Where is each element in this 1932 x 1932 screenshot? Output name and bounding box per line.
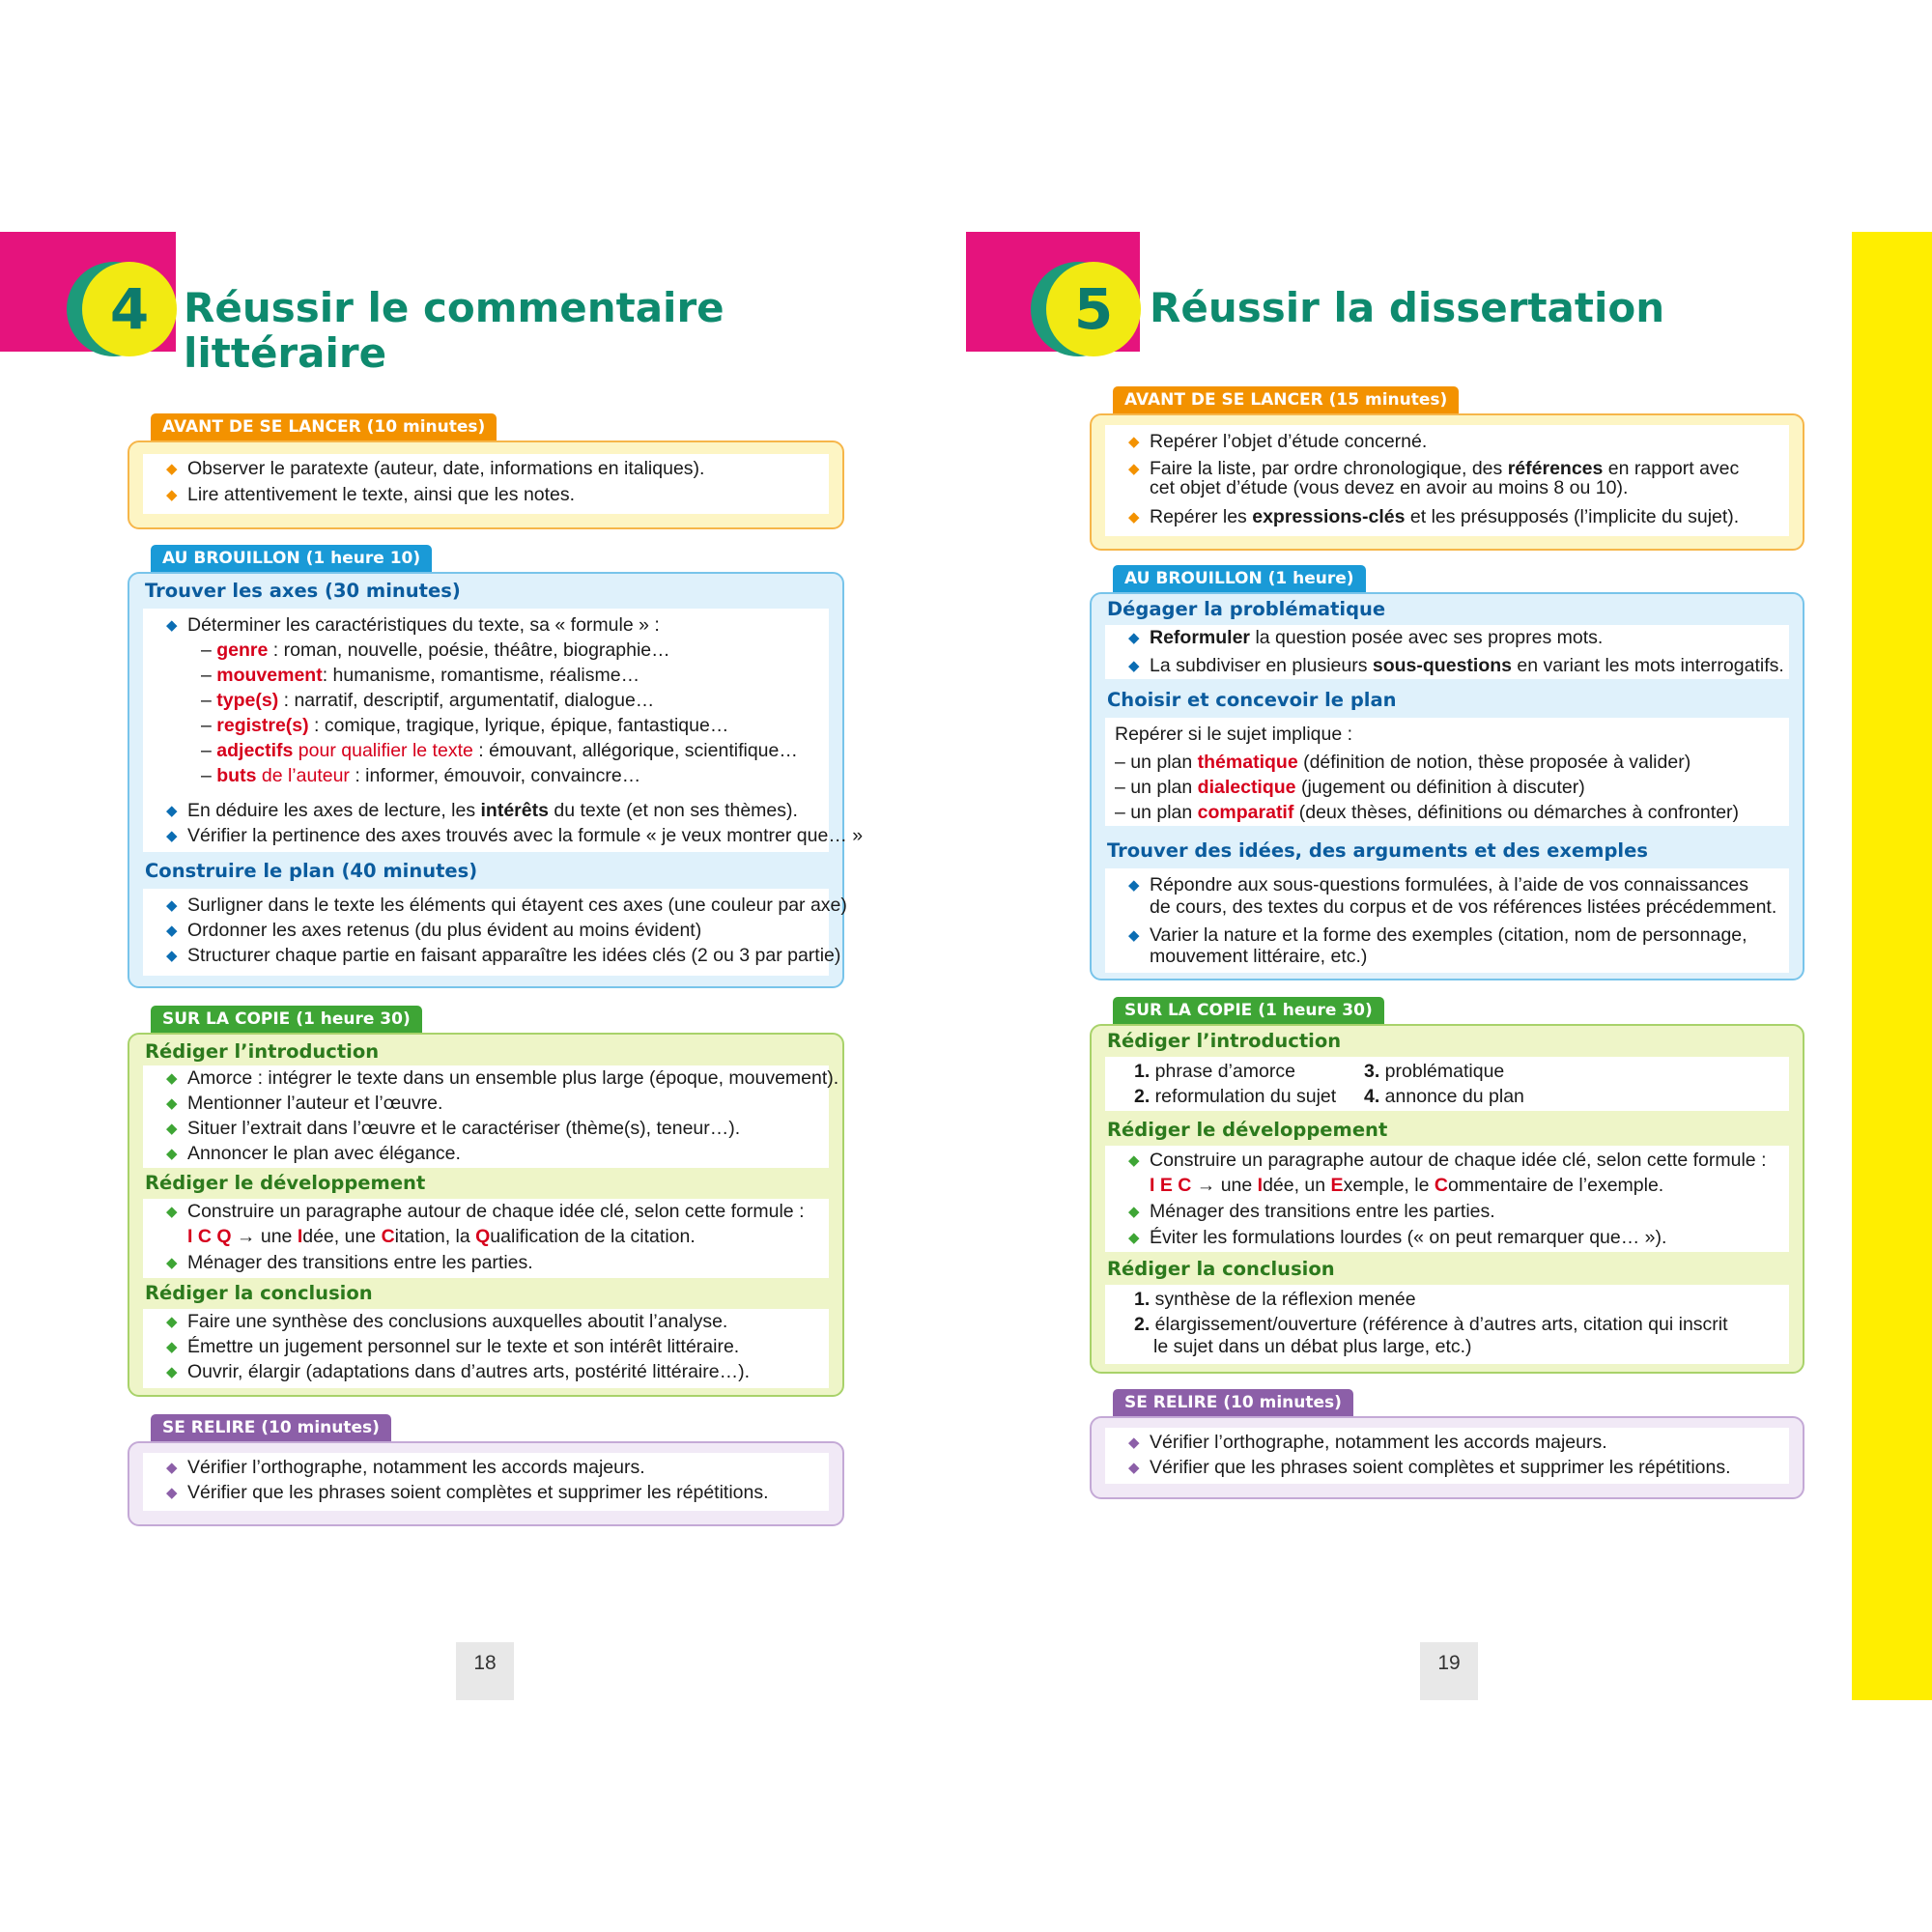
section-tag: SE RELIRE (10 minutes) [1113, 1389, 1353, 1416]
diamond-bullet-icon: ◆ [1128, 1204, 1140, 1220]
list-item: La subdiviser en plusieurs sous-questions en variant les mots interrogatifs. [1150, 655, 1784, 676]
diamond-bullet-icon: ◆ [166, 803, 178, 819]
list-item: Varier la nature et la forme des exemples (citation, nom de personnage, [1150, 924, 1747, 946]
subsection-title: Rédiger l’introduction [1107, 1030, 1342, 1052]
section-relire [1090, 1389, 1804, 1499]
section-content [1105, 868, 1789, 973]
section-content [143, 1199, 829, 1278]
diamond-bullet-icon: ◆ [166, 487, 178, 503]
section-box [128, 572, 864, 988]
section-brouillon [1090, 565, 1804, 980]
section-copie [1090, 997, 1804, 1374]
section-tag: AVANT DE SE LANCER (10 minutes) [151, 413, 497, 440]
section-content [1105, 425, 1789, 536]
list-subitem: – mouvement: humanisme, romantisme, réalisme… [201, 665, 640, 686]
list-item-continuation: mouvement littéraire, etc.) [1150, 946, 1368, 967]
list-item: Repérer l’objet d’étude concerné. [1150, 431, 1428, 452]
section-box [1090, 592, 1804, 980]
diamond-bullet-icon: ◆ [1128, 461, 1140, 477]
subsection-title: Rédiger le développement [145, 1172, 426, 1194]
diamond-bullet-icon: ◆ [1128, 1230, 1140, 1246]
diamond-bullet-icon: ◆ [166, 1095, 178, 1112]
intro-step: 1. phrase d’amorce [1134, 1061, 1295, 1082]
diamond-bullet-icon: ◆ [166, 1121, 178, 1137]
diamond-bullet-icon: ◆ [166, 1255, 178, 1271]
chapter-title-line1: Réussir le commentaire [184, 284, 724, 331]
page-edge-strip [1852, 232, 1932, 1700]
conclusion-step-continuation: le sujet dans un débat plus large, etc.) [1153, 1336, 1472, 1357]
list-item: Observer le paratexte (auteur, date, informations en italiques). [187, 458, 705, 479]
subsection-title: Rédiger la conclusion [1107, 1258, 1335, 1280]
chapter-number: 4 [109, 276, 150, 342]
list-item: Construire un paragraphe autour de chaque idée clé, selon cette formule : [1150, 1150, 1767, 1171]
diamond-bullet-icon: ◆ [166, 1339, 178, 1355]
conclusion-step: 1. synthèse de la réflexion menée [1134, 1289, 1416, 1310]
section-tag: SE RELIRE (10 minutes) [151, 1414, 391, 1441]
formula-line: I C Q → une Idée, une Citation, la Qualification de la citation. [187, 1226, 696, 1247]
section-box [128, 440, 844, 529]
diamond-bullet-icon: ◆ [166, 1070, 178, 1087]
section-tag: SUR LA COPIE (1 heure 30) [151, 1006, 422, 1033]
section-content [1105, 718, 1789, 826]
section-content [143, 1065, 839, 1168]
list-item: Éviter les formulations lourdes (« on peut remarquer que… »). [1150, 1227, 1667, 1248]
subsection-title: Construire le plan (40 minutes) [145, 860, 478, 882]
subsection-title: Dégager la problématique [1107, 598, 1386, 620]
diamond-bullet-icon: ◆ [1128, 630, 1140, 646]
chapter-title-line2: littéraire [184, 329, 387, 377]
subsection-title: Rédiger la conclusion [145, 1282, 373, 1304]
section-content [1105, 1057, 1789, 1111]
section-content [143, 1453, 829, 1511]
list-item: Mentionner l’auteur et l’œuvre. [187, 1093, 443, 1114]
diamond-bullet-icon: ◆ [166, 948, 178, 964]
plan-intro: Repérer si le sujet implique : [1115, 724, 1353, 745]
section-box [128, 1441, 844, 1526]
section-copie [128, 1006, 844, 1397]
subsection-title: Rédiger le développement [1107, 1119, 1388, 1141]
list-item: Vérifier la pertinence des axes trouvés avec la formule « je veux montrer que… » [187, 825, 864, 846]
chapter-number-badge [82, 262, 177, 356]
intro-step: 3. problématique [1364, 1061, 1505, 1082]
section-box [128, 1033, 844, 1397]
list-item: Émettre un jugement personnel sur le texte et son intérêt littéraire. [187, 1336, 740, 1357]
diamond-bullet-icon: ◆ [1128, 434, 1140, 450]
section-box [1090, 413, 1804, 551]
list-item-continuation: cet objet d’étude (vous devez en avoir au moins 8 ou 10). [1150, 477, 1629, 498]
section-tag: AU BROUILLON (1 heure) [1113, 565, 1366, 592]
list-item: Structurer chaque partie en faisant apparaître les idées clés (2 ou 3 par partie) [187, 945, 841, 966]
section-box [1090, 1024, 1804, 1374]
list-item: Vérifier que les phrases soient complètes et supprimer les répétitions. [187, 1482, 769, 1503]
subsection-title: Trouver des idées, des arguments et des exemples [1107, 839, 1648, 862]
page-number: 19 [1420, 1642, 1478, 1700]
section-content [143, 454, 829, 514]
diamond-bullet-icon: ◆ [1128, 1152, 1140, 1169]
chapter-title [184, 285, 724, 376]
section-relire [128, 1414, 844, 1526]
diamond-bullet-icon: ◆ [1128, 877, 1140, 894]
list-item: Situer l’extrait dans l’œuvre et le caractériser (thème(s), teneur…). [187, 1118, 741, 1139]
section-box [1090, 1416, 1804, 1499]
conclusion-step: 2. élargissement/ouverture (référence à d’autres arts, citation qui inscrit [1134, 1314, 1728, 1335]
section-content [1105, 1285, 1789, 1364]
chapter-number-badge [1046, 262, 1141, 356]
formula-line: I E C → une Idée, un Exemple, le Commentaire de l’exemple. [1150, 1175, 1664, 1196]
list-item: Ménager des transitions entre les parties. [1150, 1201, 1495, 1222]
list-item: Vérifier l’orthographe, notamment les accords majeurs. [1150, 1432, 1607, 1453]
section-tag: AVANT DE SE LANCER (15 minutes) [1113, 386, 1459, 413]
intro-step: 4. annonce du plan [1364, 1086, 1524, 1107]
list-item: Surligner dans le texte les éléments qui étayent ces axes (une couleur par axe) [187, 895, 847, 916]
list-item: Ouvrir, élargir (adaptations dans d’autres arts, postérité littéraire…). [187, 1361, 751, 1382]
list-item: Vérifier que les phrases soient complètes et supprimer les répétitions. [1150, 1457, 1731, 1478]
subsection-title: Rédiger l’introduction [145, 1040, 380, 1063]
diamond-bullet-icon: ◆ [166, 923, 178, 939]
section-avant [128, 413, 844, 529]
list-item: Lire attentivement le texte, ainsi que les notes. [187, 484, 576, 505]
plan-option: – un plan dialectique (jugement ou définition à discuter) [1115, 777, 1585, 798]
diamond-bullet-icon: ◆ [166, 828, 178, 844]
right-page [966, 0, 1932, 1932]
section-tag: AU BROUILLON (1 heure 10) [151, 545, 432, 572]
diamond-bullet-icon: ◆ [166, 461, 178, 477]
diamond-bullet-icon: ◆ [1128, 927, 1140, 944]
list-subitem: – adjectifs pour qualifier le texte : émouvant, allégorique, scientifique… [201, 740, 798, 761]
list-item: Amorce : intégrer le texte dans un ensemble plus large (époque, mouvement). [187, 1067, 839, 1089]
list-item: Repérer les expressions-clés et les présupposés (l’implicite du sujet). [1150, 506, 1740, 527]
section-tag: SUR LA COPIE (1 heure 30) [1113, 997, 1384, 1024]
section-content [143, 609, 864, 852]
list-subitem: – buts de l’auteur : informer, émouvoir, convaincre… [201, 765, 641, 786]
list-item: En déduire les axes de lecture, les intérêts du texte (et non ses thèmes). [187, 800, 798, 821]
list-item-continuation: de cours, des textes du corpus et de vos références listées précédemment. [1150, 896, 1777, 918]
list-item: Faire la liste, par ordre chronologique, des références en rapport avec [1150, 458, 1740, 479]
list-item: Ordonner les axes retenus (du plus évident au moins évident) [187, 920, 702, 941]
section-content [1105, 1428, 1789, 1484]
chapter-title: Réussir la dissertation [1150, 284, 1665, 331]
section-content [1105, 625, 1789, 679]
list-item: Ménager des transitions entre les parties. [187, 1252, 533, 1273]
section-brouillon [128, 545, 864, 988]
intro-step: 2. reformulation du sujet [1134, 1086, 1337, 1107]
section-content [143, 889, 847, 976]
diamond-bullet-icon: ◆ [1128, 658, 1140, 674]
list-item: Annoncer le plan avec élégance. [187, 1143, 461, 1164]
list-subitem: – genre : roman, nouvelle, poésie, théâtre, biographie… [201, 639, 670, 661]
diamond-bullet-icon: ◆ [166, 897, 178, 914]
diamond-bullet-icon: ◆ [166, 1146, 178, 1162]
diamond-bullet-icon: ◆ [166, 1204, 178, 1220]
list-item: Construire un paragraphe autour de chaque idée clé, selon cette formule : [187, 1201, 805, 1222]
plan-option: – un plan comparatif (deux thèses, définitions ou démarches à confronter) [1115, 802, 1740, 823]
list-item: Répondre aux sous-questions formulées, à l’aide de vos connaissances [1150, 874, 1749, 895]
subsection-title: Trouver les axes (30 minutes) [145, 580, 461, 602]
section-content [143, 1309, 829, 1388]
subsection-title: Choisir et concevoir le plan [1107, 689, 1397, 711]
list-item: Faire une synthèse des conclusions auxquelles aboutit l’analyse. [187, 1311, 728, 1332]
list-item: Vérifier l’orthographe, notamment les accords majeurs. [187, 1457, 645, 1478]
page-number: 18 [456, 1642, 514, 1700]
diamond-bullet-icon: ◆ [166, 617, 178, 634]
list-item: Déterminer les caractéristiques du texte, sa « formule » : [187, 614, 660, 636]
list-item: Reformuler la question posée avec ses propres mots. [1150, 627, 1604, 648]
list-subitem: – type(s) : narratif, descriptif, argumentatif, dialogue… [201, 690, 655, 711]
section-avant [1090, 386, 1804, 551]
diamond-bullet-icon: ◆ [1128, 1435, 1140, 1451]
diamond-bullet-icon: ◆ [166, 1314, 178, 1330]
list-subitem: – registre(s) : comique, tragique, lyrique, épique, fantastique… [201, 715, 729, 736]
diamond-bullet-icon: ◆ [166, 1364, 178, 1380]
plan-option: – un plan thématique (définition de notion, thèse proposée à valider) [1115, 752, 1691, 773]
section-content [1105, 1146, 1789, 1252]
chapter-number: 5 [1073, 276, 1114, 342]
diamond-bullet-icon: ◆ [1128, 509, 1140, 526]
diamond-bullet-icon: ◆ [166, 1460, 178, 1476]
diamond-bullet-icon: ◆ [166, 1485, 178, 1501]
diamond-bullet-icon: ◆ [1128, 1460, 1140, 1476]
